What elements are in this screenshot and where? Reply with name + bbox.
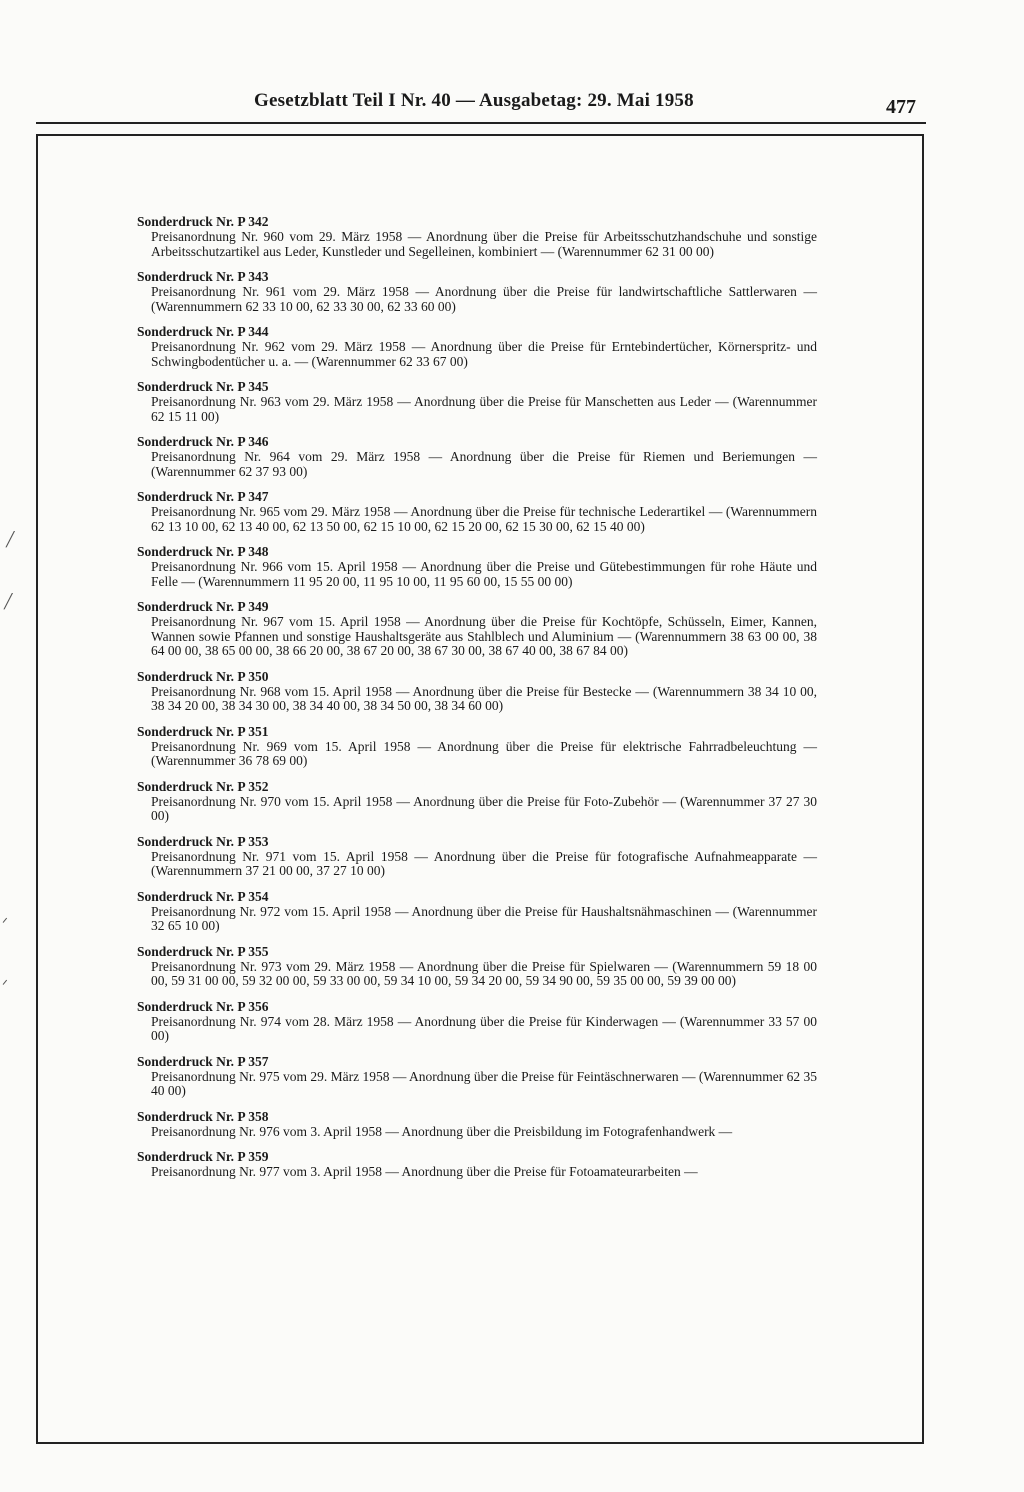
entry-body: Preisanordnung Nr. 970 vom 15. April 1958 — Anordnung über die Preise für Foto-Zubehör — (Warennummer 37 27 30 00) bbox=[151, 793, 817, 823]
list-item bbox=[137, 543, 817, 589]
margin-mark: ᐟ bbox=[2, 916, 8, 932]
list-item bbox=[137, 378, 817, 424]
entry-title: Sonderdruck Nr. P 353 bbox=[137, 833, 269, 849]
entry-title: Sonderdruck Nr. P 357 bbox=[137, 1053, 269, 1069]
header-rule bbox=[36, 122, 926, 124]
entry-title: Sonderdruck Nr. P 359 bbox=[137, 1149, 269, 1164]
list-item bbox=[137, 778, 817, 824]
entry-body: Preisanordnung Nr. 968 vom 15. April 1958 — Anordnung über die Preise für Bestecke — (Warennummern 38 34 10 00, 38 34 20 00, 38 34 30 00, 38 34 40 00, 38 34 50 00, 38 34 60 00) bbox=[151, 683, 817, 713]
entry-title: Sonderdruck Nr. P 348 bbox=[137, 544, 269, 559]
list-item bbox=[137, 323, 817, 369]
entry-title: Sonderdruck Nr. P 349 bbox=[137, 599, 269, 614]
margin-mark: ╱ bbox=[6, 532, 15, 548]
entry-title: Sonderdruck Nr. P 342 bbox=[137, 214, 269, 229]
entry-body: Preisanordnung Nr. 969 vom 15. April 1958 — Anordnung über die Preise für elektrische Fahrradbeleuchtung — (Warennummer 36 78 69 00) bbox=[151, 738, 817, 768]
list-item bbox=[137, 488, 817, 534]
list-item bbox=[137, 213, 817, 259]
entry-body: Preisanordnung Nr. 963 vom 29. März 1958 — Anordnung über die Preise für Manschetten aus Leder — (Warennummer 62 15 11 00) bbox=[151, 394, 817, 424]
entry-body: Preisanordnung Nr. 973 vom 29. März 1958 — Anordnung über die Preise für Spielwaren — (Warennummern 59 18 00 00, 59 31 00 00, 59 32 00 00, 59 33 00 00, 59 34 10 00, 59 34 20 00, 59 34 90 00, 59 35 00 00, 59 39 00 00) bbox=[151, 958, 817, 988]
entry-list bbox=[137, 213, 817, 1189]
list-item bbox=[137, 433, 817, 479]
entry-body: Preisanordnung Nr. 961 vom 29. März 1958 — Anordnung über die Preise für landwirtschaftliche Sattlerwaren — (Warennummern 62 33 10 00, 62 33 30 00, 62 33 60 00) bbox=[151, 284, 817, 314]
list-item bbox=[137, 1108, 817, 1140]
entry-title: Sonderdruck Nr. P 356 bbox=[137, 998, 269, 1014]
list-item bbox=[137, 1053, 817, 1099]
entry-title: Sonderdruck Nr. P 358 bbox=[137, 1108, 269, 1124]
list-item bbox=[137, 1148, 817, 1180]
entry-body: Preisanordnung Nr. 965 vom 29. März 1958 — Anordnung über die Preise für technische Lederartikel — (Warennummern 62 13 10 00, 62 13 40 00, 62 13 50 00, 62 15 10 00, 62 15 20 00, 62 15 30 00, 62 15 40 00) bbox=[151, 504, 817, 534]
entry-body: Preisanordnung Nr. 971 vom 15. April 1958 — Anordnung über die Preise für fotografische Aufnahmeapparate — (Warennummern 37 21 00 00, 37 27 10 00) bbox=[151, 848, 817, 878]
page-header-title: Gesetzblatt Teil I Nr. 40 — Ausgabetag: 29. Mai 1958 bbox=[254, 90, 694, 111]
entry-body: Preisanordnung Nr. 962 vom 29. März 1958 — Anordnung über die Preise für Erntebindertücher, Körnerspritz- und Schwingbodentücher u. a. — (Warennummer 62 33 67 00) bbox=[151, 339, 817, 369]
list-item bbox=[137, 723, 817, 769]
entry-body: Preisanordnung Nr. 967 vom 15. April 1958 — Anordnung über die Preise für Kochtöpfe, Schüsseln, Eimer, Kannen, Wannen sowie Pfannen und sonstige Haushaltsgeräte aus Stahlblech und Aluminium — (Warennummern 38 63 00 00, 38 64 00 00, 38 65 00 00, 38 66 20 00, 38 67 20 00, 38 67 30 00, 38 67 40 00, 38 67 84 00) bbox=[151, 614, 817, 658]
entry-body: Preisanordnung Nr. 972 vom 15. April 1958 — Anordnung über die Preise für Haushaltsnähmaschinen — (Warennummer 32 65 10 00) bbox=[151, 903, 817, 933]
entry-body: Preisanordnung Nr. 977 vom 3. April 1958 — Anordnung über die Preise für Fotoamateurarbeiten — bbox=[151, 1164, 698, 1179]
entry-title: Sonderdruck Nr. P 351 bbox=[137, 723, 269, 739]
entry-title: Sonderdruck Nr. P 347 bbox=[137, 489, 269, 504]
entry-body: Preisanordnung Nr. 976 vom 3. April 1958 — Anordnung über die Preisbildung im Fotografenhandwerk — bbox=[151, 1123, 733, 1139]
entry-title: Sonderdruck Nr. P 343 bbox=[137, 269, 269, 284]
entry-title: Sonderdruck Nr. P 346 bbox=[137, 434, 269, 449]
list-item bbox=[137, 598, 817, 659]
entry-title: Sonderdruck Nr. P 354 bbox=[137, 888, 269, 904]
entry-body: Preisanordnung Nr. 974 vom 28. März 1958 — Anordnung über die Preise für Kinderwagen — (Warennummer 33 57 00 00) bbox=[151, 1013, 817, 1043]
list-item bbox=[137, 998, 817, 1044]
list-item bbox=[137, 943, 817, 989]
entry-title: Sonderdruck Nr. P 345 bbox=[137, 379, 269, 394]
list-item bbox=[137, 833, 817, 879]
entry-title: Sonderdruck Nr. P 355 bbox=[137, 943, 269, 959]
entry-body: Preisanordnung Nr. 960 vom 29. März 1958 — Anordnung über die Preise für Arbeitsschutzhandschuhe und sonstige Arbeitsschutzartikel aus Leder, Kunstleder und Segelleinen, kombiniert — (Warennummer 62 31 00 00) bbox=[151, 229, 817, 259]
entry-body: Preisanordnung Nr. 964 vom 29. März 1958 — Anordnung über die Preise für Riemen und Beriemungen — (Warennummer 62 37 93 00) bbox=[151, 449, 817, 479]
page-number: 477 bbox=[886, 96, 916, 118]
list-item bbox=[137, 268, 817, 314]
entry-body: Preisanordnung Nr. 966 vom 15. April 1958 — Anordnung über die Preise und Gütebestimmungen für rohe Häute und Felle — (Warennummern 11 95 20 00, 11 95 10 00, 11 95 60 00, 15 55 00 00) bbox=[151, 559, 817, 589]
entry-title: Sonderdruck Nr. P 350 bbox=[137, 668, 269, 684]
margin-mark: ╱ bbox=[4, 594, 13, 610]
margin-mark: ᐟ bbox=[2, 978, 8, 994]
entry-title: Sonderdruck Nr. P 344 bbox=[137, 324, 269, 339]
list-item bbox=[137, 888, 817, 934]
list-item bbox=[137, 668, 817, 714]
entry-title: Sonderdruck Nr. P 352 bbox=[137, 778, 269, 794]
entry-body: Preisanordnung Nr. 975 vom 29. März 1958 — Anordnung über die Preise für Feintäschnerwaren — (Warennummer 62 35 40 00) bbox=[151, 1068, 817, 1098]
